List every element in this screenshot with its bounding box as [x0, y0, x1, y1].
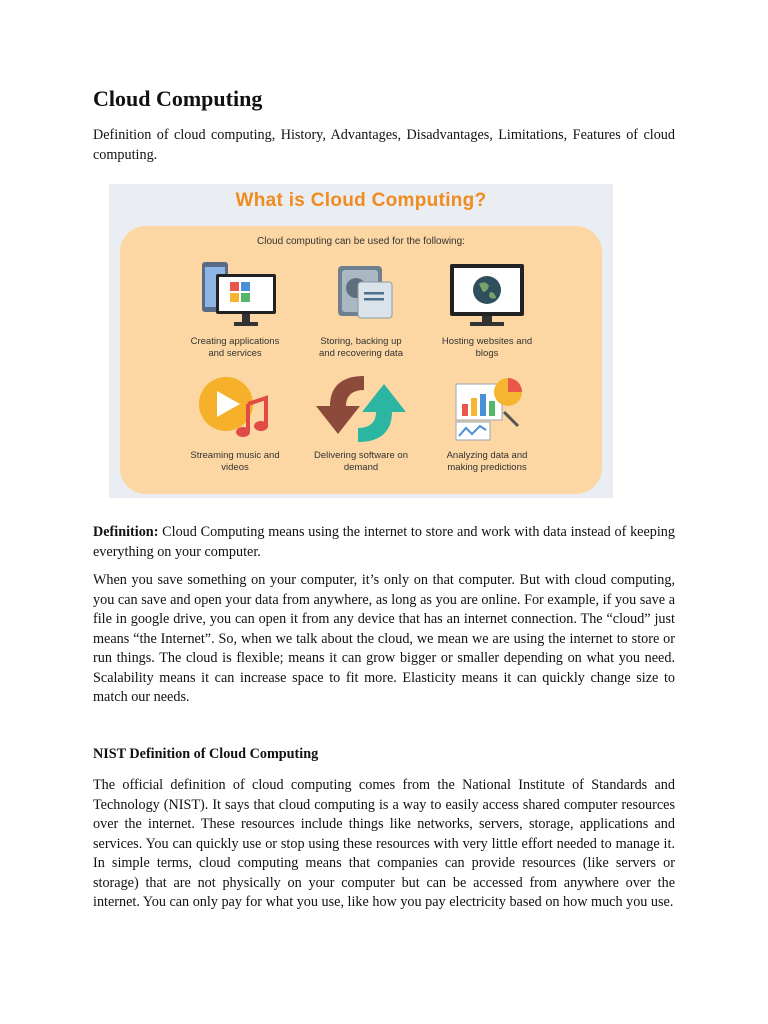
storage-icon — [316, 260, 406, 332]
definition-paragraph — [93, 523, 675, 562]
infographic-subtitle: Cloud computing can be used for the following: — [257, 236, 465, 247]
use-case-analytics — [412, 374, 562, 473]
use-case-caption: Creating applications and services — [190, 336, 280, 359]
definition-text: Cloud Computing means using the internet to store and work with data instead of keeping everything on your computer. — [93, 524, 675, 560]
nist-paragraph: The official definition of cloud computing comes from the National Institute of Standards and Technology (NIST). It says that cloud computing is a way to easily access shared computer resources over the internet. These resources include things like networks, servers, storage, applications and services. You can quickly use or stop using these resources with very little effort needed to manage it. In simple terms, cloud computing means that companies can provide resources (like servers or storage) that are not physically on your computer but can be accessed from anywhere over the internet. You can only pay for what you use, like how you pay electricity based on how much you use. — [93, 777, 675, 910]
use-case-caption: Delivering software on demand — [314, 450, 408, 473]
use-case-caption: Streaming music and videos — [190, 450, 280, 473]
infographic-title: What is Cloud Computing? — [235, 190, 487, 211]
cloud-computing-infographic — [109, 184, 613, 498]
globe-monitor-icon — [442, 260, 532, 332]
music-play-icon — [190, 374, 280, 446]
page-title: Cloud Computing — [93, 86, 263, 111]
arrows-icon — [306, 372, 416, 446]
definition-label: Definition: — [93, 524, 159, 540]
use-case-caption: Analyzing data and making predictions — [446, 450, 528, 473]
explanation-paragraph: When you save something on your computer, it’s only on that computer. But with cloud computing, you can save and open your data from anywhere, as long as you are online. For example, if you save a file in google drive, you can open it from any device that has an internet connection. The “cloud” just means “the Internet”. So, when we talk about the cloud, we mean we are using the internet to store or run things. The cloud is flexible; means it can grow bigger or smaller depending on what you need. Scalability means it can increase space to fit more. Elasticity means it can quickly change size to match our needs. — [93, 572, 675, 705]
nist-heading: NIST Definition of Cloud Computing — [93, 746, 319, 762]
infographic-panel — [120, 226, 602, 494]
use-case-caption: Storing, backing up and recovering data — [319, 336, 403, 359]
use-case-caption: Hosting websites and blogs — [441, 336, 533, 359]
analytics-icon — [442, 374, 532, 446]
use-case-hosting — [412, 260, 562, 359]
apps-icon — [190, 260, 280, 332]
intro-paragraph: Definition of cloud computing, History, Advantages, Disadvantages, Limitations, Features of cloud computing. — [93, 127, 675, 163]
